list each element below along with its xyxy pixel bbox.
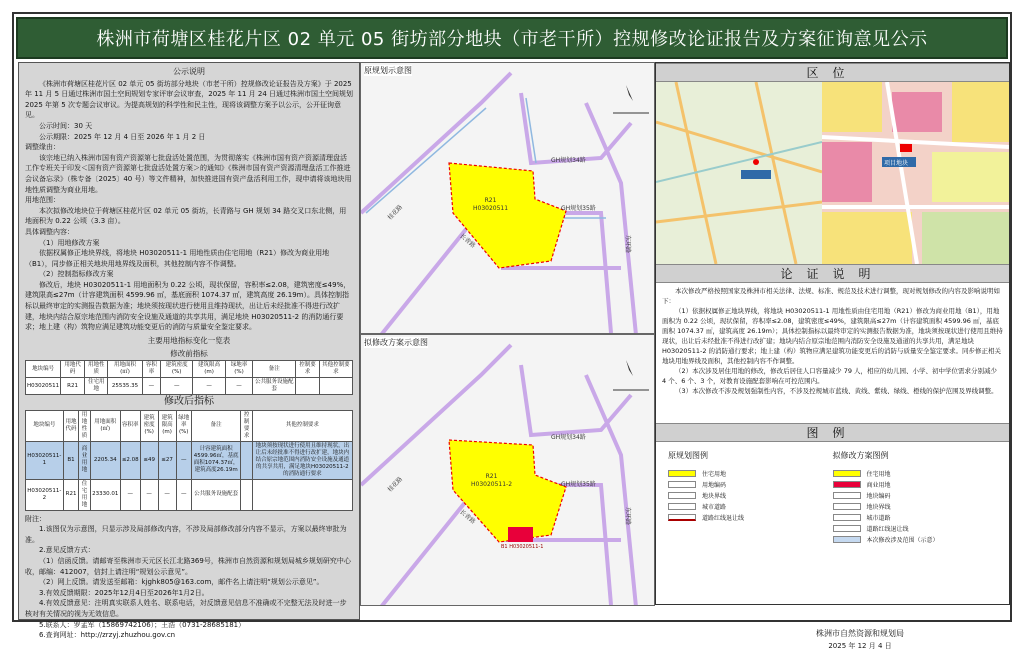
legend-swatch: [833, 470, 861, 477]
road-label: GH规划35路: [561, 481, 596, 488]
notice-panel: [18, 62, 360, 640]
table-cell: R21: [63, 479, 79, 510]
site-marker-icon: [900, 144, 912, 152]
table-row: [26, 378, 353, 395]
legend-item: [833, 524, 998, 533]
c1-text: 依据权属修正地块界线，将地块 H03020511-1 用地性质由住宅用地（R21）修改为商业用地（B1），同步修正相关地块用地界线及面积，其他控制内容不作调整。: [25, 249, 330, 268]
legend-item: [833, 513, 998, 522]
table-cell: [319, 378, 352, 395]
table-cell: 住宅用地: [85, 378, 108, 395]
legend-item: [833, 535, 998, 544]
argument-text: [656, 283, 1009, 423]
table-cell: —: [193, 378, 225, 395]
table-cell: —: [225, 378, 252, 395]
site-label: 项目地块: [884, 160, 909, 167]
table-cell: 公共服务设施配套: [253, 378, 296, 395]
notice-heading: 公示说明: [173, 67, 205, 76]
reason-label: 调整缘由：: [25, 143, 60, 152]
legend-swatch: [833, 514, 861, 521]
table-header: 其他控制要求: [252, 410, 352, 441]
scope-text: 本次拟修改地块位于荷塘区桂花片区 02 单元 05 街坊，长青路与 GH 规划 34 路交叉口东北侧，用地面积为 0.22 公顷（3.3 亩）。: [25, 206, 347, 226]
legend-label: 道路红线退让线: [866, 526, 909, 533]
legend-original-title: 原规划图例: [668, 451, 708, 460]
legend-label: 商业用地: [866, 482, 891, 489]
table-cell: 住宅用地: [79, 479, 90, 510]
legend-label: 住宅用地: [866, 471, 891, 478]
legend-label: 本次修改涉及范围（示意）: [866, 537, 939, 544]
site-marker-icon: [753, 159, 759, 165]
table-cell: 地块须按现状进行使用且维持现状，出让后未经批准不得进行改扩建，地块内结合原宗地范围内消防安全设施及通道的共享共用，满足地块H03020511-2的消防通行要求: [252, 441, 352, 479]
location-detail-map: [822, 82, 1009, 264]
parcel-label-new: R21 H03020511-2: [471, 473, 513, 488]
table-cell: —: [158, 479, 176, 510]
before-title: 修改前指标: [170, 349, 208, 359]
table-header: 备注: [191, 410, 241, 441]
argument-intro: 本次修改严格按照国家及株洲市相关法律、法规、标准、规范及技术进行调整，现对规划修改的内容及影响说明如下：: [662, 287, 1000, 305]
table-cell: R21: [61, 378, 85, 395]
parcel-label-original: R21 H03020511: [473, 197, 509, 212]
legend-label: 地块界线: [866, 504, 891, 511]
legend-swatch: [833, 503, 861, 510]
table-cell: 2205.34: [90, 441, 120, 479]
note-item: 2.意见反馈方式：: [39, 546, 95, 555]
table-header: 用地性质: [79, 410, 90, 441]
note-item: （1）信函反馈。请邮寄至株洲市天元区长江北路369号，株洲市自然资源和规划局城乡规划研究中心收，邮编：412007，信封上请注明“规划公示意见”。: [25, 557, 351, 576]
road-label: 东环路: [624, 507, 631, 526]
road-label: GH规划35路: [561, 205, 596, 212]
table-row: [26, 479, 353, 510]
table-row: [26, 441, 353, 479]
legend-item: [833, 502, 998, 511]
table-cell: [296, 378, 319, 395]
note-item: （2）网上反馈。请发送至邮箱：kjghk805@163.com，邮件名上请注明“规划公示意见”。: [39, 578, 324, 587]
argument-p2: （2）本次涉及居住用地的修改，修改后居住人口容量减少 79 人，相应的幼儿园、小学、初中学位需求分别减少 4 个、6 个、3 个，对教育设施配套影响在可控范围内。: [662, 367, 998, 385]
road-label: 东环路: [624, 235, 631, 254]
legend-item: [833, 491, 998, 500]
legend-swatch: [668, 481, 696, 488]
legend-label: 用地编码: [702, 482, 727, 489]
table-cell: 23330.01: [90, 479, 120, 510]
argument-heading: 论证说明: [656, 264, 1009, 283]
reason-text: 该宗地已纳入株洲市国有资产资源第七批盘活处置范围，为贯彻落实《株洲市国有资产资源清理盘活工作专班关于印发＜国有资产资源第七批盘活处置方案＞的通知》《株洲市国有资产资源清理盘活工作推进会议备忘录》（株专备〔2025〕40 号）等文件精神，加快推进国有资产盘活利用工作，现申请将该地块用地性质调整为商业用地。: [25, 153, 352, 194]
legend-item: [668, 469, 833, 478]
table-header: 容积率: [142, 361, 160, 378]
note-item: 1.该图仅为示意图，只显示涉及局部修改内容，不涉及局部修改部分内容不显示，方案以最终审批为准。: [25, 525, 347, 544]
table-header: 地块编号: [26, 410, 64, 441]
table-header: 其他控制要求: [319, 361, 352, 378]
table-cell: —: [176, 441, 191, 479]
legend-label: 地块编码: [866, 493, 891, 500]
table-cell: —: [140, 479, 158, 510]
table-header: 绿地率(%): [176, 410, 191, 441]
table-cell: [252, 479, 352, 510]
table-cell: [241, 479, 252, 510]
note-item: 5.联系人：罗孟军（15869742106）；王浩（0731-28685181）: [39, 620, 246, 629]
parcel-r21: [449, 440, 566, 542]
table-cell: 商业用地: [79, 441, 90, 479]
notice-intro: 《株洲市荷塘区桂花片区 02 单元 05 街坊部分地块（市老干所）控规修改论证报告及方案》于 2025 年 11 月 5 日通过株洲市国土空间规划专家评审会议审查，2025 年 11 月 24 日通过株洲市国土空间规划 2025 年第 5 次专题会议审议。为提高规划的科学性和民主性，现将该调整方案予以公示，公开征询意见。: [25, 79, 354, 120]
table-header: 用地代码: [63, 410, 79, 441]
notice-period: 公示时间：30 天: [39, 121, 93, 130]
table-header: 用地代码: [61, 361, 85, 378]
table-header: 容积率: [120, 410, 140, 441]
c2-title: （2）控制指标修改方案: [39, 270, 114, 279]
legend-item: [668, 502, 833, 511]
table-cell: —: [120, 479, 140, 510]
original-map-label: 原规划示意图: [364, 66, 412, 75]
notice-dates: 公示期限：2025 年 12 月 4 日至 2026 年 1 月 2 日: [39, 132, 206, 141]
table-cell: [241, 441, 252, 479]
table-cell: H03020511: [26, 378, 61, 395]
table-cell: —: [176, 479, 191, 510]
proposed-plan-map: [360, 334, 655, 606]
proposed-map-drawing: [361, 335, 655, 606]
north-arrow-icon: [613, 360, 649, 390]
c1-title: （1）用地修改方案: [39, 238, 100, 247]
table-header: 绿地率(%): [225, 361, 252, 378]
proposed-map-label: 拟修改方案示意图: [364, 338, 428, 347]
table-header: 建筑密度(%): [140, 410, 158, 441]
note-item: 4.有效反馈意见：注明真实联系人姓名、联系电话，対反馈意见信息不准确或不完整无法及时进一步核对有关情况的视为无效信息。: [25, 599, 347, 618]
table-cell: 计容建筑面积4599.96㎡，基底面积1074.37㎡，建筑高度26.19m: [191, 441, 241, 479]
legend-swatch: [833, 481, 861, 488]
legend: [656, 442, 1009, 554]
legend-label: 住宅用地: [702, 471, 727, 478]
footer-date: 2025 年 12 月 4 日: [828, 642, 892, 650]
table-cell: H03020511-2: [26, 479, 64, 510]
legend-label: 城市道路: [702, 504, 727, 511]
argument-p3: （3）本次修改不涉及规划强制性内容，不涉及控规城市蓝线、黄线、紫线、绿线、橙线的保护范围及界线调整。: [675, 387, 998, 395]
table-header: 用地面积(㎡): [90, 410, 120, 441]
location-heading: 区位: [656, 63, 1009, 82]
legend-label: 道路红线退让线: [702, 515, 745, 522]
location-overview-map: [656, 82, 822, 264]
c2-text: 修改后，地块 H03020511-1 用地面积为 0.22 公顷，现状保留，容积率≤2.08，建筑密度≤49%，建筑限高≤27m（计容建筑面积 4599.96 ㎡，基底面积 1074.37 ㎡，建筑高度 26.19m）。具体控制指标以最终审定的实测报告数据为准；地块须按现状进行使用且维持现状，出让后未经批准不得进行改扩建，地块内结合原宗地范围内消防安全设施及通道的共享共用，满足地块 H03020511-2 的消防通行要求；地上建（构）筑物应满足建筑功能变更后的消防与质量安全鉴定要求。: [25, 280, 351, 332]
table-cell: B1: [63, 441, 79, 479]
legend-heading: 图例: [656, 423, 1009, 442]
content-label: 具体调整内容：: [25, 227, 74, 236]
road-label: 桂花路: [386, 203, 405, 222]
legend-item: [833, 469, 998, 478]
location-maps: [656, 82, 1009, 264]
before-table: [25, 360, 353, 395]
footer-org: 株洲市自然资源和规划局: [816, 629, 904, 638]
note-item: 3.有效反馈期限：2025年12月4日至2026年1月2日。: [39, 588, 209, 597]
road-label: 桂花路: [386, 475, 405, 494]
scope-label: 用地范围：: [25, 196, 60, 205]
table-cell: —: [142, 378, 160, 395]
legend-item: [833, 480, 998, 489]
legend-item: [668, 491, 833, 500]
legend-swatch: [833, 492, 861, 499]
note-item: 6.查询网址：http://zrzyj.zhuzhou.gov.cn: [39, 631, 176, 640]
maps-column: [360, 62, 655, 606]
table-header: 控制要求: [296, 361, 319, 378]
legend-proposed-title: 拟修改方案图例: [832, 451, 889, 460]
table-cell: ≤27: [158, 441, 176, 479]
table-cell: 公共服务设施配套: [191, 479, 241, 510]
parcel-b1: [508, 527, 533, 542]
table-cell: 25535.35: [108, 378, 142, 395]
after-title: 修改后指标: [164, 396, 214, 408]
road-label: 长青路: [458, 508, 477, 526]
table-cell: ≤49: [140, 441, 158, 479]
table-header: 用地面积(㎡): [108, 361, 142, 378]
legend-swatch: [668, 503, 696, 510]
table-header: 建筑密度(%): [161, 361, 193, 378]
parcel-r21: [449, 163, 566, 268]
after-table: [25, 410, 353, 511]
table-header: 建筑限高(m): [158, 410, 176, 441]
road-label: GH规划34路: [551, 157, 586, 164]
north-arrow-icon: [613, 85, 649, 113]
page-title: 株洲市荷塘区桂花片区 02 单元 05 街坊部分地块（市老干所）控规修改论证报告及方案征询意见公示: [16, 17, 1008, 59]
table-title: 主要用地指标变化一览表: [147, 335, 231, 345]
legend-item: [668, 513, 833, 522]
table-cell: ≤2.08: [120, 441, 140, 479]
legend-swatch: [668, 514, 696, 521]
legend-label: 地块界线: [702, 493, 727, 500]
table-header: 控制要求: [241, 410, 252, 441]
road-label: 长青路: [458, 232, 477, 250]
original-plan-map: [360, 62, 655, 334]
legend-swatch: [833, 536, 861, 543]
argument-p1: （1）依据权属修正地块界线，将地块 H03020511-1 用地性质由住宅用地（R21）修改为商业用地（B1），用地面积为 0.22 公顷，现状保留，容积率≤2.08，建筑密度≤49%，建筑限高≤27m（计容建筑面积 4599.96 ㎡，基底面积 1074.37 ㎡，建筑高度 26.19m）；具体控制指标以最终审定的实测报告数据为准，地块须按现状进行使用且维持现状，出让后未经批准不得进行改扩建；地块内结合原宗地范围内消防安全设施及通道的共享共用，满足地块 H03020511-2 的消防通行要求；地上建（构）筑物应满足建筑功能变更后的消防与质量安全鉴定要求。同步修正相关地块用地界线及面积，其他控制内容不作调整。: [662, 307, 1003, 365]
legend-item: [668, 480, 833, 489]
road-label: GH规划34路: [551, 434, 586, 441]
table-header: 用地性质: [85, 361, 108, 378]
parcel-label-b1: B1 H03020511-1: [501, 544, 544, 550]
legend-swatch: [833, 525, 861, 532]
table-cell: —: [161, 378, 193, 395]
table-header: 地块编号: [26, 361, 61, 378]
notes-label: 附注：: [25, 514, 46, 523]
legend-label: 城市道路: [866, 515, 891, 522]
table-header: 备注: [253, 361, 296, 378]
table-cell: H03020511-1: [26, 441, 64, 479]
table-header: 建筑限高(m): [193, 361, 225, 378]
right-panel: [655, 62, 1010, 605]
legend-swatch: [668, 470, 696, 477]
legend-swatch: [668, 492, 696, 499]
